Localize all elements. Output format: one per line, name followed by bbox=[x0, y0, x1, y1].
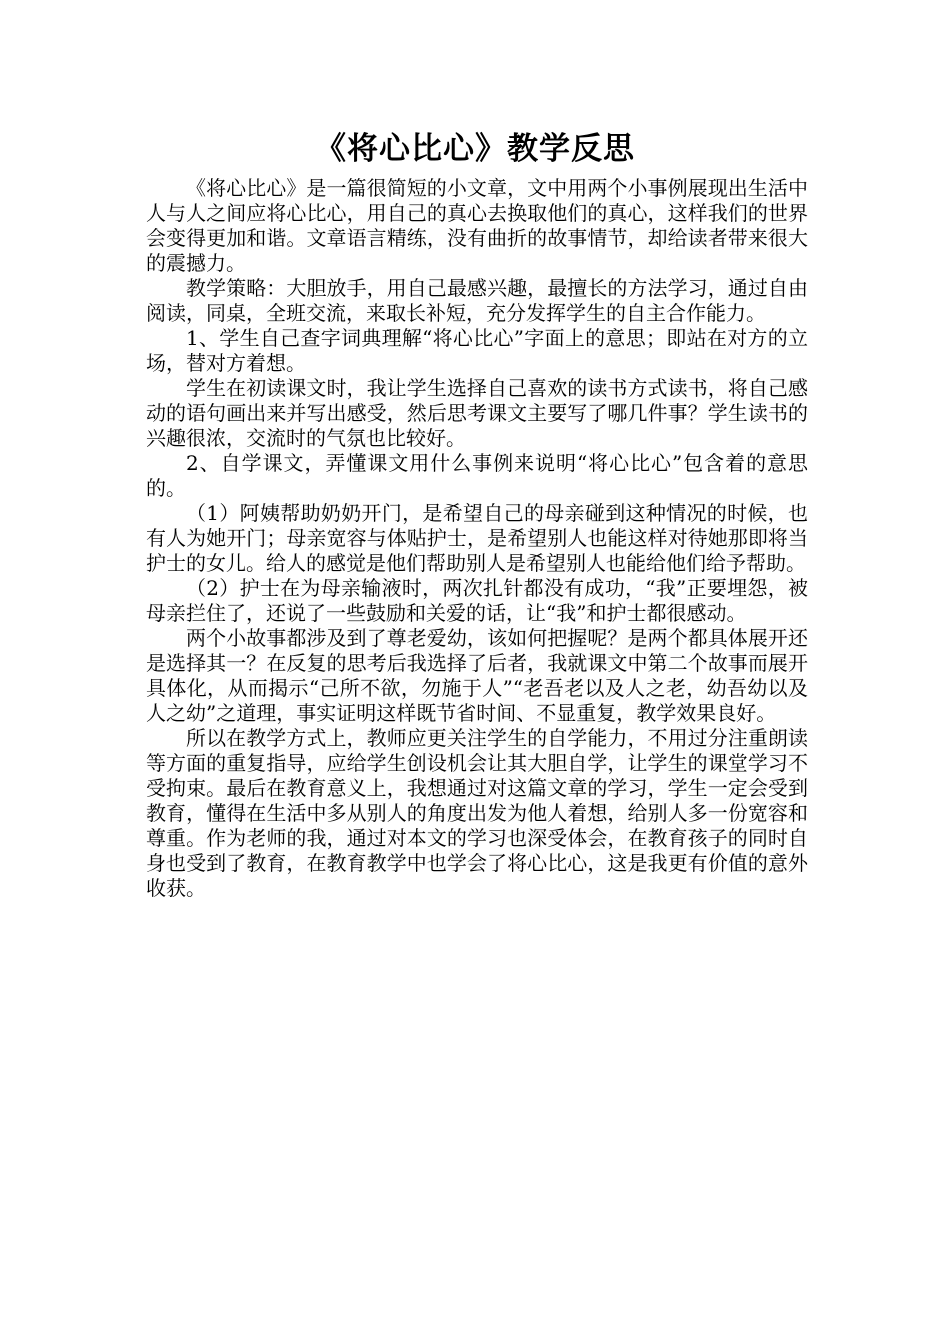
paragraph-strategy: 教学策略：大胆放手，用自己最感兴趣，最擅长的方法学习，通过自由阅读，同桌，全班交流，来取长补短，充分发挥学生的自主合作能力。 bbox=[146, 276, 808, 325]
paragraph-first-reading: 学生在初读课文时，我让学生选择自己喜欢的读书方式读书，将自己感动的语句画出来并写出感受，然后思考课文主要写了哪几件事？学生读书的兴趣很浓，交流时的气氛也比较好。 bbox=[146, 376, 808, 450]
document-body bbox=[146, 176, 808, 901]
paragraph-step-2: 2、自学课文，弄懂课文用什么事例来说明“将心比心”包含着的意思的。 bbox=[146, 451, 808, 500]
paragraph-intro: 《将心比心》是一篇很简短的小文章，文中用两个小事例展现出生活中人与人之间应将心比心，用自己的真心去换取他们的真心，这样我们的世界会变得更加和谐。文章语言精练，没有曲折的故事情节，却给读者带来很大的震撼力。 bbox=[146, 176, 808, 275]
paragraph-analysis: 两个小故事都涉及到了尊老爱幼，该如何把握呢？是两个都具体展开还是选择其一？在反复的思考后我选择了后者，我就课文中第二个故事而展开具体化，从而揭示“己所不欲，勿施于人”“老吾老以及人之老，幼吾幼以及人之幼”之道理，事实证明这样既节省时间、不显重复，教学效果良好。 bbox=[146, 626, 808, 725]
paragraph-example-2: （2）护士在为母亲输液时，两次扎针都没有成功，“我”正要埋怨，被母亲拦住了，还说了一些鼓励和关爱的话，让“我”和护士都很感动。 bbox=[146, 576, 808, 625]
paragraph-example-1: （1）阿姨帮助奶奶开门，是希望自己的母亲碰到这种情况的时候，也有人为她开门；母亲宽容与体贴护士，是希望别人也能这样对待她那即将当护士的女儿。给人的感觉是他们帮助别人是希望别人也能给他们给予帮助。 bbox=[146, 501, 808, 575]
paragraph-conclusion: 所以在教学方式上，教师应更关注学生的自学能力，不用过分注重朗读等方面的重复指导，应给学生创设机会让其大胆自学，让学生的课堂学习不受拘束。最后在教育意义上，我想通过对这篇文章的学习，学生一定会受到教育，懂得在生活中多从别人的角度出发为他人着想，给别人多一份宽容和尊重。作为老师的我，通过对本文的学习也深受体会，在教育孩子的同时自身也受到了教育，在教育教学中也学会了将心比心，这是我更有价值的意外收获。 bbox=[146, 726, 808, 900]
document-title: 《将心比心》教学反思 bbox=[315, 131, 635, 167]
paragraph-step-1: 1、学生自己查字词典理解“将心比心”字面上的意思；即站在对方的立场，替对方着想。 bbox=[146, 326, 808, 375]
